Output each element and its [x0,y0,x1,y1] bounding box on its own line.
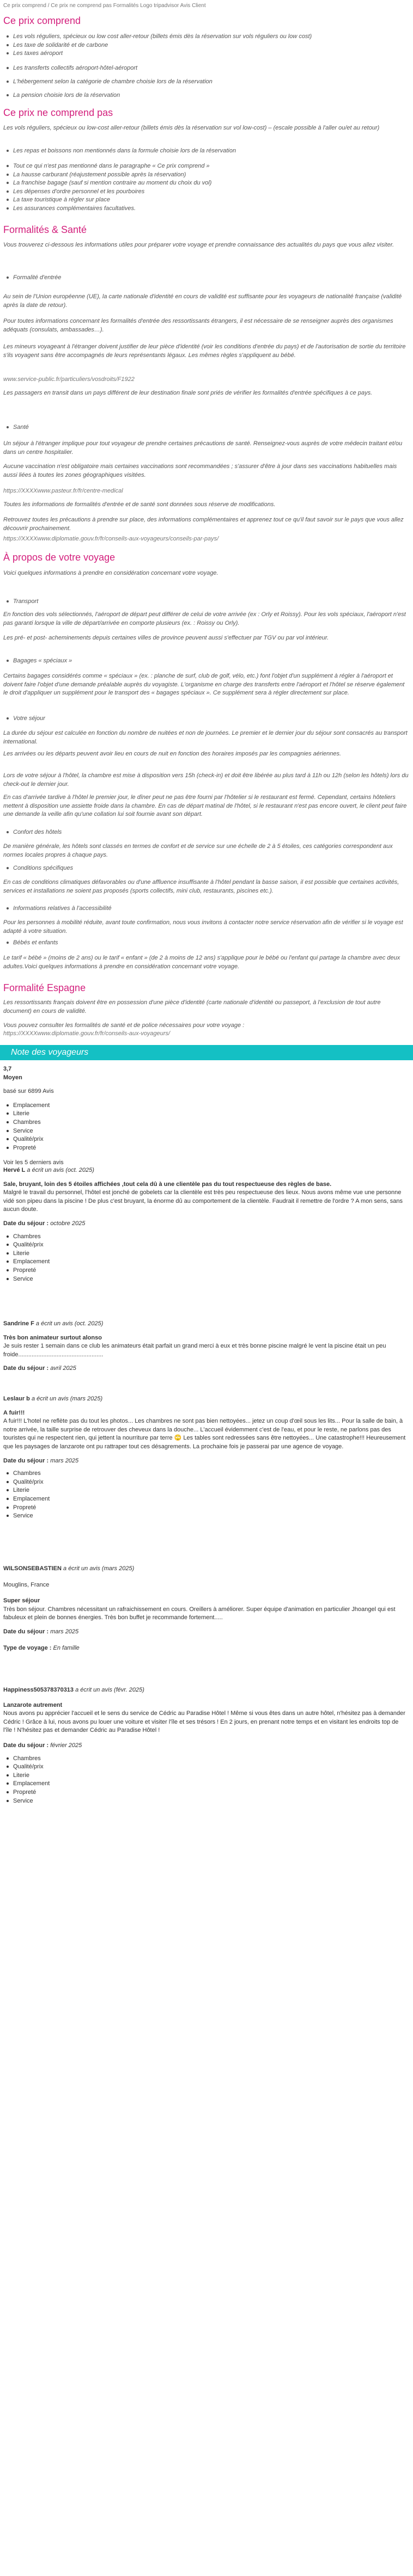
about-intro: Voici quelques informations à prendre en considération concernant votre voyage. [3,570,218,576]
formalities-link-2[interactable]: https://XXXXwww.pasteur.fr/fr/centre-medical [3,488,123,494]
about-bullet-babies [3,939,409,948]
list-item: Les dépenses d'ordre personnel et les pourboires [3,188,409,196]
formalities-title: Formalités & Santé [3,224,87,235]
review-body: Je suis rester 1 semain dans ce club les animateurs était parfait un grand merci à eux et très bonne piscine malgré le vent la piscine était un peu froide................................................... [3,1343,386,1358]
list-item: Confort des hôtels [3,828,409,837]
list-item: Informations relatives à l'accessibilité [3,905,409,913]
about-p11: Le tarif « bébé » (moins de 2 ans) ou le tarif « enfant » (de 2 à moins de 12 ans) s'applique pour le bébé ou l'enfant qui partage la chambre avec deux adultes.Voici quelques informations à prendre en considération concernant votre voyage. [3,955,400,970]
list-item: La pension choisie lors de la réservation [3,91,409,100]
about-bullet-confort [3,828,409,837]
breadcrumb: Ce prix comprend / Ce prix ne comprend pas Formalités Logo tripadvisor Avis Client [3,3,206,9]
about-p2: Les pré- et post- acheminements depuis certaines villes de province peuvent aussi s'effectuer par TGV ou par vol intérieur. [3,635,329,641]
criteria-item: Literie [3,1110,409,1118]
review-item-2 [3,1320,409,1373]
about-p4: La durée du séjour est calculée en fonction du nombre de nuitées et non de journées. Le premier et le dernier jour du séjour sont consacrés au transport international. [3,730,408,745]
formalities-link-3[interactable]: https://XXXXwww.diplomatie.gouv.fr/fr/conseils-aux-voyageurs/conseils-par-pays/ [3,536,219,542]
criteria-item: Chambres [3,1470,409,1478]
formalities-p3: Les mineurs voyageant à l'étranger doivent justifier de leur pièce d'identité (voir les conditions d'entrée du pays) et de l'autorisation de sortie du territoire s'ils voyagent sans être accompagnés de leurs représentants légaux. Les mêmes règles s'appliquent au bébé. [3,343,406,359]
about-bullet-access [3,905,409,913]
criteria-item: Service [3,1512,409,1521]
review-stay-label: Date du séjour : [3,1742,49,1749]
review-item-4 [3,1565,409,1652]
criteria-item: Emplacement [3,1780,409,1788]
criteria-item: Propreté [3,1144,409,1153]
includes-list-4 [3,91,409,100]
list-item: L'hébergement selon la catégorie de chambre choisie lors de la réservation [3,78,409,87]
formalities-p8: Retrouvez toutes les précautions à prendre sur place, des informations complémentaires et apprenez tout ce qu'il faut savoir sur le pays que vous allez découvrir prochainement. [3,517,404,532]
list-item: Les taxe de solidarité et de carbone [3,41,409,50]
review-author: Happiness505378370313 [3,1687,74,1693]
review-criteria-list [3,1102,409,1153]
includes-list-1 [3,33,409,58]
criteria-item: Service [3,1797,409,1806]
review-score-label: Moyen [3,1074,22,1081]
about-bullet-conditions [3,864,409,873]
formalities-p4: Les passagers en transit dans un pays différent de leur destination finale sont priés de vérifier les formalités d'entrée spécifiques à ce pays. [3,390,373,396]
includes-list-2 [3,64,409,73]
formalities-link-1[interactable]: www.service-public.fr/particuliers/vosdroits/F1922 [3,376,135,383]
list-item: Les transferts collectifs aéroport-hôtel-aéroport [3,64,409,73]
about-p3: Certains bagages considérés comme « spéciaux » (ex. : planche de surf, club de golf, vélo, etc.) font l'objet d'un supplément à régler à l'aéroport et doivent faire l'objet d'une demande préalable auprès du voyagiste. L'organisme en charge des transferts entre l'aéroport et l'hôtel se réserve également le droit d'appliquer un supplément pour le transport des « bagages spéciaux ». Ce supplément sera à régler directement sur place. [3,673,405,697]
excludes-title: Ce prix ne comprend pas [3,107,113,118]
review-body: Nous avons pu apprécier l'accueil et le sens du service de Cédric au Paradise Hôtel ! Même si vous êtes dans un autre hôtel, n'hésitez pas à demander Cédric ! Grâce à lui, nous avons pu louer une voiture et visiter l'île et ses trésors ! En 2 jours, en prenant notre temps et en visitant les endroits top de l'île ! N'hésitez pas et demander Cédric au Paradise Hôtel ! [3,1710,405,1734]
list-item: Les repas et boissons non mentionnés dans la formule choisie lors de la réservation [3,147,409,156]
review-stay: février 2025 [50,1742,82,1749]
criteria-item: Qualité/prix [3,1241,409,1250]
criteria-item: Service [3,1275,409,1284]
criteria-item: Emplacement [3,1102,409,1110]
criteria-item: Qualité/prix [3,1763,409,1772]
list-item: Votre séjour [3,715,409,723]
criteria-item: Emplacement [3,1495,409,1504]
review-stay-label: Date du séjour : [3,1220,49,1227]
review-criteria [3,1233,409,1284]
about-p10: Pour les personnes à mobilité réduite, avant toute confirmation, nous vous invitons à contacter notre service réservation afin de vérifier si le voyage est adapté à votre situation. [3,919,403,935]
about-p9: En cas de conditions climatiques défavorables ou d'une affluence insuffisante à l'hôtel pendant la basse saison, il est possible que certaines activités, services et installations ne soient pas proposés (sports collectifs, mini club, restaurants, piscines etc.). [3,879,399,894]
review-date: a écrit un avis (oct. 2025) [35,1320,104,1327]
criteria-item: Chambres [3,1233,409,1241]
criteria-item: Propreté [3,1788,409,1797]
includes-list-3 [3,78,409,87]
review-stay-label: Date du séjour : [3,1628,49,1636]
criteria-item: Propreté [3,1267,409,1275]
criteria-item: Qualité/prix [3,1135,409,1144]
review-stay-label: Date du séjour : [3,1457,49,1464]
review-stay: octobre 2025 [50,1220,86,1227]
list-item: Transport [3,598,409,606]
list-item: Conditions spécifiques [3,864,409,873]
list-item: La taxe touristique à régler sur place [3,196,409,205]
list-item: Les assurances complémentaires facultatives. [3,205,409,213]
review-body: Très bon séjour. Chambres nécessitant un rafraichissement en cours. Oreillers à améliorer. Super équipe d'animation en particulier Jhoangel qui est fabuleux et plein de bonnes énergies. Très bon buffet je recommande fortement..... [3,1606,396,1621]
review-headline: Sale, bruyant, loin des 5 étoiles affichées ,tout cela dû à une clientèle pas du tout respectueuse des règles de base. [3,1181,332,1188]
formalities-intro: Vous trouverez ci-dessous les informations utiles pour préparer votre voyage et prendre connaissance des actualités du pays que vous allez visiter. [3,242,394,248]
list-item: Les vols réguliers, spécieux ou low cost aller-retour (billets émis dès la réservation sur vols réguliers ou low cost) [3,33,409,41]
about-bullet-bagages [3,657,409,666]
criteria-item: Chambres [3,1118,409,1127]
review-type: En famille [53,1644,80,1651]
about-p7: En cas d'arrivée tardive à l'hôtel le premier jour, le dîner peut ne pas être fourni par l'hôtelier si le restaurant est fermé. Cependant, certains hôteliers mettent à disposition une assiette froide dans la chambre. En cas de départ matinal de l'hôtel, si le restaurant n'est pas encore ouvert, le client peut faire une demande la veille afin qu'une collation lui soit fournie avant son départ. [3,794,407,818]
excludes-intro: Les vols réguliers, spécieux ou low-cost aller-retour (billets émis dès la réservation sur vol low-cost) – (escale possible à l'aller ou/et au retour) [3,125,380,131]
review-item-1 [3,1166,409,1283]
reviews-bar [0,1045,413,1060]
review-based-on: basé sur 6899 Avis [3,1088,54,1095]
review-headline: Très bon animateur surtout alonso [3,1334,102,1341]
spain-p1: Les ressortissants français doivent être en possession d'une pièce d'identité (carte nationale d'identité ou passeport, à l'exclusion de tout autre document) en cours de validité. [3,999,381,1015]
list-item: Formalité d'entrée [3,274,409,282]
criteria-item: Emplacement [3,1258,409,1267]
review-item-3 [3,1395,409,1521]
review-type-label: Type de voyage : [3,1644,52,1651]
review-criteria [3,1755,409,1806]
about-p6: Lors de votre séjour à l'hôtel, la chambre est mise à disposition vers 15h (check-in) et doit être libérée au plus tard à 11h ou 12h (selon les hôtels) lors du check-out le dernier jour. [3,772,409,788]
formalities-p5: Un séjour à l'étranger implique pour tout voyageur de prendre certaines précautions de santé. Renseignez-vous auprès de votre médecin traitant et/ou dans un centre hospitalier. [3,440,403,456]
reviews-bar-title: Note des voyageurs [11,1048,89,1057]
formalities-p7: Toutes les informations de formalités d'entrée et de santé sont données sous réserve de modifications. [3,501,276,508]
list-item: La franchise bagage (sauf si mention contraire au moment du choix du vol) [3,179,409,188]
review-headline: Super séjour [3,1597,40,1604]
review-location: Mouglins, France [3,1581,50,1588]
review-body: A fuir!!! L'hotel ne reflète pas du tout les photos... Les chambres ne sont pas bien nettoyées... jetez un coup d'œil sous les lits... Pour la salle de bain, à notre arrivée, la taille surprise de retrouver des cheveux dans la douche... L'accueil évidemment c'est de l'eau, et pour le reste, ne parlons pas des touristes qui ne respectent rien, qui jettent la nourriture par terre 🙄 Les tables sont redressées sans être nettoyées... Une catastrophe!!! Heureusement que les paysages de lanzarote ont pu rattraper tout ces désagrements. La prochaine fois je passerai par une agence de voyage. [3,1418,406,1450]
about-bullet-transport [3,598,409,606]
formalities-bullet-entry [3,274,409,282]
criteria-item: Literie [3,1772,409,1780]
criteria-item: Literie [3,1486,409,1495]
includes-title: Ce prix comprend [3,15,81,26]
review-author: Hervé L [3,1167,26,1173]
review-date: a écrit un avis (mars 2025) [31,1395,103,1402]
list-item: Santé [3,423,409,432]
about-title: À propos de votre voyage [3,552,116,563]
about-p8: De manière générale, les hôtels sont classés en termes de confort et de service sur une échelle de 2 à 5 étoiles, ces catégories correspondent aux normes locales propres à chaque pays. [3,843,393,858]
review-item-5 [3,1686,409,1805]
criteria-item: Service [3,1127,409,1136]
review-author: WILSONSEBASTIEN [3,1565,62,1572]
review-author: Sandrine F [3,1320,34,1327]
review-headline: Lanzarote autrement [3,1701,63,1708]
criteria-item: Literie [3,1250,409,1258]
reviews-summary [3,1065,409,1167]
formalities-bullet-health [3,423,409,432]
see-last-reviews-link[interactable]: Voir les 5 derniers avis [3,1159,64,1166]
formalities-p1: Au sein de l'Union européenne (UE), la carte nationale d'identité en cours de validité est suffisante pour les voyageurs de nationalité française (validité après la date de retour). [3,293,402,309]
review-stay: avril 2025 [50,1365,76,1372]
review-date: a écrit un avis (mars 2025) [63,1565,135,1572]
review-date: a écrit un avis (oct. 2025) [27,1167,94,1173]
excludes-list-1 [3,147,409,156]
formalities-p2: Pour toutes informations concernant les formalités d'entrée des ressortissants étrangers, il est nécessaire de se renseigner auprès des organismes adéquats (consulats, ambassades…). [3,318,393,333]
review-stay-label: Date du séjour : [3,1365,49,1372]
about-p1: En fonction des vols sélectionnés, l'aéroport de départ peut différer de celui de votre arrivée (ex : Orly et Roissy). Pour les vols spéciaux, l'aéroport n'est pas garanti lorsque la ville de départ/arrivée en comporte plusieurs (ex. : Roissy ou Orly). [3,611,406,626]
excludes-list-2 [3,162,409,213]
criteria-item: Propreté [3,1504,409,1513]
review-stay: mars 2025 [50,1457,79,1464]
criteria-item: Qualité/prix [3,1478,409,1487]
list-item: Tout ce qui n'est pas mentionné dans le paragraphe « Ce prix comprend » [3,162,409,171]
spain-link[interactable]: https://XXXXwww.diplomatie.gouv.fr/fr/conseils-aux-voyageurs/ [3,1030,171,1037]
spain-p2: Vous pouvez consulter les formalités de santé et de police nécessaires pour votre voyage : [3,1022,245,1029]
review-author: Leslaur b [3,1395,30,1402]
list-item: Bébés et enfants [3,939,409,948]
criteria-item: Chambres [3,1755,409,1763]
about-bullet-sejour [3,715,409,723]
formalities-p6: Aucune vaccination n'est obligatoire mais certaines vaccinations sont recommandées ; s'assurer d'être à jour dans ses vaccinations habituelles mais aussi liées à toutes les zones géographiques visitées. [3,463,397,478]
review-criteria [3,1470,409,1521]
spain-title: Formalité Espagne [3,982,86,993]
review-headline: A fuir!!! [3,1409,25,1416]
review-body: Malgré le travail du personnel, l'hôtel est jonché de gobelets car la clientèle est très peu respectueuse des lieux. Nous avons même vue une personne vidé son pipeu dans la piscine ! De plus c'est bruyant, la énorme dû au comportement de la clientèle. Faudrait il remettre de l'ordre ? A mon sens, sans aucun doute. [3,1189,403,1213]
review-date: a écrit un avis (févr. 2025) [75,1687,144,1693]
review-score: 3,7 [3,1066,12,1072]
review-stay: mars 2025 [50,1628,79,1636]
list-item: Bagages « spéciaux » [3,657,409,666]
list-item: Les taxes aéroport [3,50,409,58]
list-item: La hausse carburant (réajustement possible après la réservation) [3,171,409,180]
about-p5: Les arrivées ou les départs peuvent avoir lieu en cours de nuit en fonction des horaires imposés par les compagnies aériennes. [3,751,342,757]
